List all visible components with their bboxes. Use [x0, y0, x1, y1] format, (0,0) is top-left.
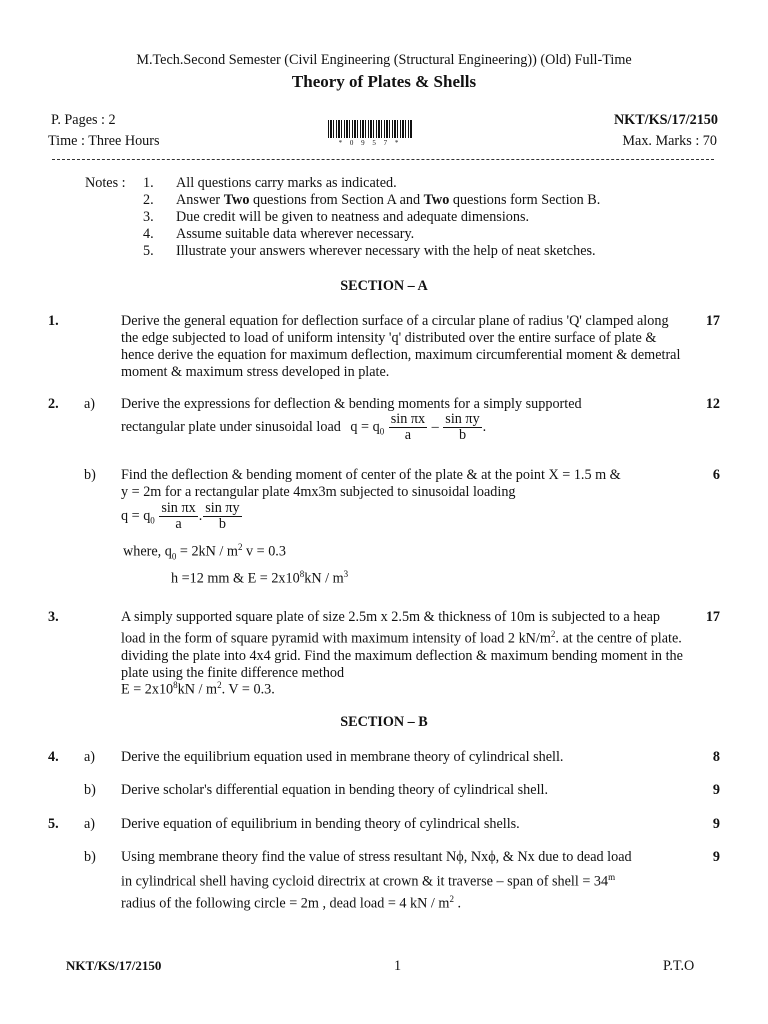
question-number: 2. [48, 396, 59, 412]
max-marks: Max. Marks : 70 [622, 133, 717, 149]
paper-code: NKT/KS/17/2150 [613, 112, 718, 128]
pto-marker: P.T.O [663, 958, 695, 974]
question-text-part: A simply supported square plate of size 2.5m x 2.5m & thickness of 10m is subjected to a heap load in the form of square pyramid with maximum intensity of load 2 kN/m [121, 609, 661, 647]
given-text: h =12 mm & E = 2x10 [171, 570, 300, 587]
note-number: 5. [143, 243, 154, 259]
note-text: All questions carry marks as indicated. [176, 175, 397, 191]
given-values [121, 680, 275, 699]
subquestion-label: a) [84, 816, 96, 832]
question-text: Derive the general equation for deflection surface of a circular plane of radius 'Q' clamped along the edge subjected to load of uniform intensity 'q' distributed over the entire surface of plate & hence derive the equation for maximum deflection, maximum circumferential moment & demetral moment & maximum stress developed in plate. [121, 313, 681, 380]
question-superscript: m [608, 872, 616, 882]
equation-term: q = q [121, 507, 151, 524]
subquestion-label: a) [84, 749, 96, 765]
barcode-image [328, 120, 412, 138]
note-item [143, 175, 397, 192]
question-text: y = 2m for a rectangular plate 4mx3m subjected to sinusoidal loading [121, 484, 516, 500]
footer-code: NKT/KS/17/2150 [66, 958, 162, 973]
question-number: 4. [48, 749, 59, 765]
note-number: 2. [143, 192, 154, 208]
notes-label: Notes : [85, 175, 126, 191]
section-a-heading: SECTION – A [340, 278, 428, 294]
load-equation [121, 412, 486, 443]
subquestion-label: b) [84, 467, 96, 483]
equation-subscript: 0 [150, 515, 155, 526]
fraction-denominator: a [175, 516, 182, 532]
equation-subscript: 0 [379, 426, 385, 437]
page-number: 1 [394, 958, 402, 974]
note-item [143, 192, 600, 209]
course-line: M.Tech.Second Semester (Civil Engineering (Structural Engineering)) (Old) Full-Time [136, 52, 632, 68]
fraction-numerator: sin πx [390, 411, 426, 427]
page-count: P. Pages : 2 [51, 112, 116, 128]
given-text: = 2kN / m [176, 543, 238, 560]
question-text: rectangular plate under sinusoidal load [121, 418, 341, 435]
question-marks: 17 [705, 313, 720, 329]
note-number: 3. [143, 209, 154, 225]
question-marks: 8 [712, 749, 720, 765]
fraction-denominator: b [458, 427, 467, 443]
barcode-text: * 0 9 5 7 * [338, 139, 402, 147]
note-text: Answer [176, 192, 224, 208]
question-text: Derive the expressions for deflection & bending moments for a simply supported [121, 396, 582, 412]
equation-operator: – [431, 418, 439, 435]
note-emphasis: Two [223, 192, 250, 208]
note-text: questions from Section A and [249, 192, 424, 208]
note-item [143, 226, 414, 243]
question-text: Derive equation of equilibrium in bending theory of cylindrical shells. [121, 816, 520, 832]
given-text: v = 0.3 [242, 543, 286, 560]
subquestion-label: b) [84, 849, 96, 865]
given-superscript: 2 [217, 680, 222, 690]
question-text: Derive the equilibrium equation used in membrane theory of cylindrical shell. [121, 749, 564, 765]
question-text: Find the deflection & bending moment of center of the plate & at the point X = 1.5 m & [121, 467, 621, 483]
note-text: Assume suitable data wherever necessary. [176, 226, 415, 242]
note-item [143, 243, 596, 260]
equation-end: . [482, 418, 487, 435]
given-superscript: 8 [173, 680, 178, 690]
question-marks: 12 [705, 396, 720, 412]
question-text-part: . at the centre of plate. dividing the plate into 4x4 grid. Find the maximum deflection & maximum bending moment in the plate using the finite difference method [121, 630, 683, 681]
note-number: 4. [143, 226, 154, 242]
fraction [443, 412, 481, 443]
given-subscript: 0 [171, 551, 177, 562]
question-marks: 6 [712, 467, 720, 483]
fraction [389, 412, 427, 443]
given-superscript: 8 [299, 569, 305, 579]
question-superscript: 2 [449, 894, 454, 904]
fraction [203, 501, 241, 532]
equation-term: q = q [350, 418, 380, 435]
header-divider [52, 159, 714, 160]
given-text: E = 2x10 [121, 681, 174, 698]
note-text: Illustrate your answers wherever necessary with the help of neat sketches. [176, 243, 596, 259]
question-marks: 9 [712, 849, 720, 865]
question-number: 1. [48, 313, 59, 329]
question-text [121, 609, 686, 682]
question-text-part: in cylindrical shell having cycloid directrix at crown & it traverse – span of shell = 34 [121, 873, 609, 890]
fraction-numerator: sin πx [161, 500, 196, 516]
question-number: 3. [48, 609, 59, 625]
given-text: kN / m [177, 681, 218, 698]
exam-duration: Time : Three Hours [48, 133, 160, 149]
question-marks: 9 [712, 816, 720, 832]
paper-title: Theory of Plates & Shells [291, 72, 477, 91]
fraction-numerator: sin πy [205, 500, 240, 516]
question-text [121, 891, 686, 913]
given-text: where, q [123, 543, 172, 560]
given-values [171, 569, 348, 588]
note-number: 1. [143, 175, 154, 191]
question-marks: 17 [705, 609, 720, 625]
question-text: Derive scholar's differential equation in bending theory of cylindrical shell. [121, 782, 548, 798]
note-emphasis: Two [423, 192, 450, 208]
note-item [143, 209, 529, 226]
equation-operator: . [198, 507, 203, 524]
note-text: Due credit will be given to neatness and adequate dimensions. [176, 209, 530, 225]
fraction-numerator: sin πy [445, 411, 480, 427]
question-marks: 9 [712, 782, 720, 798]
fraction-denominator: b [218, 516, 226, 532]
fraction-denominator: a [404, 427, 412, 443]
question-text: Using membrane theory find the value of stress resultant Nϕ, Nxϕ, & Nx due to dead load [121, 849, 632, 865]
given-text: kN / m [304, 570, 344, 587]
question-text-part: radius of the following circle = 2m , dead load = 4 kN / m [121, 895, 450, 912]
given-values [123, 542, 286, 562]
fraction [159, 501, 197, 532]
subquestion-label: b) [84, 782, 96, 798]
load-equation [121, 501, 243, 532]
given-text: . V = 0.3. [221, 681, 275, 698]
question-text-part: . [453, 895, 462, 912]
section-b-heading: SECTION – B [340, 714, 428, 730]
subquestion-label: a) [84, 396, 96, 412]
question-number: 5. [48, 816, 59, 832]
question-text [121, 869, 686, 891]
question-superscript: 2 [550, 629, 556, 639]
note-text: questions form Section B. [449, 192, 601, 208]
given-superscript: 3 [343, 569, 349, 579]
given-superscript: 2 [237, 542, 243, 552]
